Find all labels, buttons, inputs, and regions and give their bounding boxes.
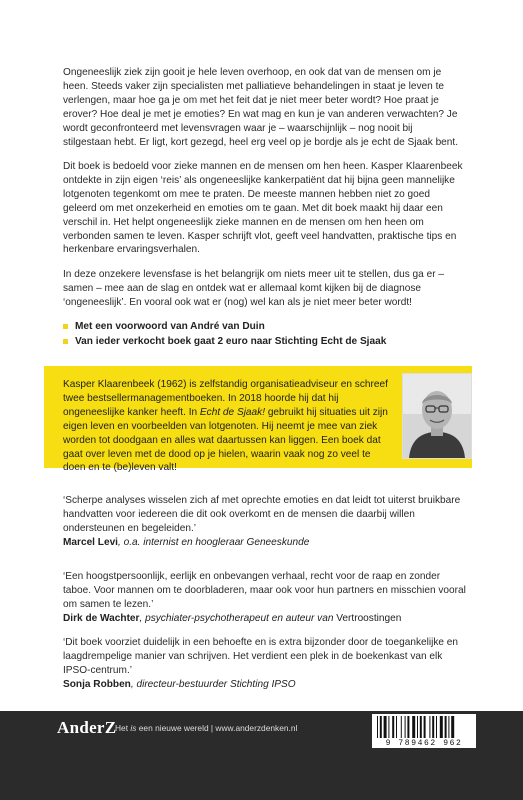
review-quote-1: ‘Scherpe analyses wisselen zich af met oprechte emoties en dat leidt tot uiterst bruikbare handvatten voor iedereen die dit ook overkomt en de mensen die daarbij willen ondersteunen en begeleiden.’ Marcel Levi, o.a. internist en hoogleraar Geneeskunde <box>63 494 467 550</box>
bullet-square-icon <box>63 324 68 329</box>
isbn-digits: 9 789462 962 <box>385 739 463 748</box>
highlight-item: Met een voorwoord van André van Duin <box>63 320 463 335</box>
review-author: Sonja Robben, directeur-bestuurder Stichting IPSO <box>63 678 296 690</box>
review-author: Dirk de Wachter, psychiater-psychotherapeut en auteur van Vertroostingen <box>63 612 402 624</box>
book-title: Echt de Sjaak! <box>199 406 266 418</box>
isbn-barcode <box>372 714 476 748</box>
publisher-footer <box>0 711 523 800</box>
author-photo-icon <box>403 374 471 458</box>
author-portrait <box>402 373 472 459</box>
review-author: Marcel Levi, o.a. internist en hoogleraar Geneeskunde <box>63 536 310 548</box>
barcode-icon <box>377 716 471 738</box>
review-quote-2: ‘Een hoogstpersoonlijk, eerlijk en onbevangen verhaal, recht voor de raap en zonder taboe. Voor mannen om te doorbladeren, maar ook voor hun partners en misschien vooral om samen te lezen.’ Dirk de Wachter, psychiater-psychotherapeut en auteur van Vertroostingen <box>63 571 466 624</box>
publisher-logo: AnderZ <box>57 718 117 737</box>
intro-paragraph-2: Dit boek is bedoeld voor zieke mannen en de mensen om hen heen. Kasper Klaarenbeek ontdekte in zijn eigen ‘reis’ als ongeneeslijke kankerpatiënt dat hij bijna geen mannelijke lotgenoten tegenkomt om mee te praten. De meeste mannen hebben niet zo goed geleerd om met onzekerheid en emoties om te gaan. Met dit boek maakt hij daar een verschil in. Het helpt ongeneeslijk zieke mannen en de mensen om hen heen om verbonden samen te leven. Kasper schrijft vlot, geeft veel handvatten, praktische tips en herkenbare ervaringsverhalen. <box>63 161 463 256</box>
highlight-list <box>63 320 463 349</box>
publisher-tagline: Het is een nieuwe wereld | www.anderzdenken.nl <box>115 723 298 733</box>
author-bio-text: Kasper Klaarenbeek (1962) is zelfstandig organisatieadviseur en schreef twee bestsellermanagementboeken. In 2018 hoorde hij dat hij ongeneeslijke kanker heeft. In Echt de Sjaak! gebruikt hij situaties uit zijn eigen leven en voorbeelden van lotgenoten. Hij neemt je mee van ziek worden tot doodgaan en alles wat daartussen kan liggen. Een boek dat gaat over leven met de dood op je hielen, waarin vaak nog zo veel te doen en te (be)leven valt! <box>63 379 388 474</box>
highlight-item: Van ieder verkocht boek gaat 2 euro naar Stichting Echt de Sjaak <box>63 335 463 350</box>
review-quote-3: ‘Dit boek voorziet duidelijk in een behoefte en is extra bijzonder door de toegankelijke en laagdrempelige manier van schrijven. Het verdient een plek in de boekenkast van elk IPSO-centrum.’ Sonja Robben, directeur-bestuurder Stichting IPSO <box>63 636 467 692</box>
bullet-square-icon <box>63 339 68 344</box>
intro-paragraph-3: In deze onzekere levensfase is het belangrijk om niets meer uit te stellen, dus ga er – samen – mee aan de slag en ontdek wat er allemaal komt kijken bij de diagnose ‘ongeneeslijk’. En vooral ook wat er (nog) wel kan als je niet meer beter wordt! <box>63 269 444 308</box>
author-bio-name: Kasper Klaarenbeek <box>63 379 155 390</box>
intro-paragraph-1: Ongeneeslijk ziek zijn gooit je hele leven overhoop, en ook dat van de mensen om je heen. Steeds vaker zijn specialisten met palliatieve behandelingen in staat je leven te verlengen, maar hoe ga je om met het feit dat je niet meer beter wordt? Hoe praat je erover? Hoe deal je met je emoties? En wat mag en kun je van anderen verwachten? Je wordt geconfronteerd met levensvragen waar je – waarschijnlijk – nog nooit bij stilgestaan hebt. Er ligt, kort gezegd, heel erg veel op je bordje als je echt de Sjaak bent. <box>63 67 459 148</box>
